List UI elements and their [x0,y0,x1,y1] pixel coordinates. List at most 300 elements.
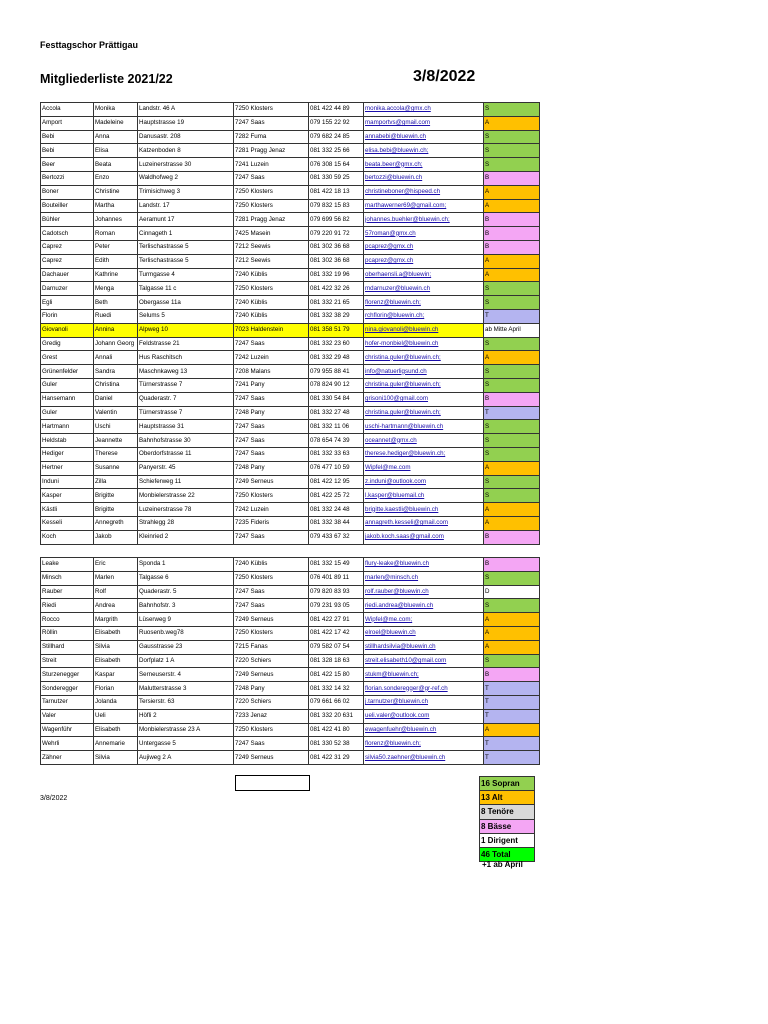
member-row [41,185,540,199]
member-firstname: Ueli [94,709,138,723]
member-place: 7247 Saas [234,337,309,351]
member-street: Alpweg 10 [138,323,234,337]
member-phone: 081 328 18 63 [309,654,364,668]
member-email[interactable]: annagreth.kesseli@gmail.com [364,516,484,530]
member-email[interactable]: hofer-monbiel@bluewin.ch [364,337,484,351]
member-row [41,626,540,640]
member-phone: 079 955 88 41 [309,365,364,379]
member-firstname: Johannes [94,213,138,227]
member-surname: Heldstab [41,434,94,448]
member-email[interactable]: z.induni@outlook.com [364,475,484,489]
member-street: Kleinried 2 [138,530,234,544]
member-surname: Streit [41,654,94,668]
member-voice: T [484,309,540,323]
member-voice: T [484,737,540,751]
member-voice: A [484,461,540,475]
member-row [41,420,540,434]
member-firstname: Andrea [94,599,138,613]
member-surname: Röllin [41,626,94,640]
member-place: 7250 Klosters [234,626,309,640]
member-email[interactable]: bertozzi@bluewin.ch [364,171,484,185]
member-surname: Giovanoli [41,323,94,337]
member-street: Selums 5 [138,309,234,323]
member-row [41,599,540,613]
member-firstname: Florian [94,682,138,696]
member-street: Tersierstr. 63 [138,695,234,709]
member-row [41,654,540,668]
member-firstname: Elisa [94,144,138,158]
member-phone: 081 332 27 48 [309,406,364,420]
member-email[interactable]: nina.giovanoli@bluewin.ch [364,323,484,337]
member-voice: S [484,434,540,448]
footer-date: 3/8/2022 [40,795,68,802]
member-street: Feldstrasse 21 [138,337,234,351]
member-phone: 076 401 89 11 [309,571,364,585]
member-email[interactable]: flury-leake@bluewin.ch [364,558,484,572]
member-email[interactable]: uschi-hartmann@bluewin.ch [364,420,484,434]
member-firstname: Anna [94,130,138,144]
member-phone: 079 582 07 54 [309,640,364,654]
member-row [41,103,540,117]
summary-total: 46 Total [479,848,535,862]
member-phone: 081 332 21 65 [309,296,364,310]
summary-bass: 8 Bässe [479,820,535,834]
member-email[interactable]: j.tarnutzer@bluewin.ch [364,695,484,709]
member-email[interactable]: christineboner@hispeed.ch [364,185,484,199]
member-street: Panyerstr. 45 [138,461,234,475]
member-voice: B [484,213,540,227]
member-phone: 079 155 22 92 [309,116,364,130]
member-phone: 081 422 31 29 [309,751,364,765]
member-firstname: Menga [94,282,138,296]
member-surname: Guler [41,406,94,420]
member-row [41,365,540,379]
member-place: 7241 Pany [234,378,309,392]
member-phone: 081 330 54 84 [309,392,364,406]
member-row [41,268,540,282]
member-row [41,282,540,296]
member-phone: 081 332 19 96 [309,268,364,282]
member-phone: 081 332 29 48 [309,351,364,365]
list-date: 3/8/2022 [413,68,476,85]
member-surname: Rauber [41,585,94,599]
member-firstname: Beata [94,158,138,172]
member-place: 7240 Küblis [234,558,309,572]
member-place: 7023 Haldenstein [234,323,309,337]
member-street: Bahnhofstrasse 30 [138,434,234,448]
member-row [41,558,540,572]
member-email[interactable]: mdarnuzer@bluewin.ch [364,282,484,296]
member-email[interactable]: pcaprez@gmx.ch [364,240,484,254]
member-place: 7249 Serneus [234,613,309,627]
member-voice: S [484,337,540,351]
member-email[interactable]: Wipfel@me.com [364,461,484,475]
member-voice: B [484,530,540,544]
member-row [41,751,540,765]
member-email[interactable]: info@natuerligsund.ch [364,365,484,379]
member-row [41,461,540,475]
member-street: Bahnhofstr. 3 [138,599,234,613]
member-firstname: Silvia [94,751,138,765]
member-surname: Wagenführ [41,723,94,737]
member-row [41,709,540,723]
member-email[interactable]: christina.guler@bluewin.ch; [364,378,484,392]
member-firstname: Brigitte [94,503,138,517]
member-firstname: Christina [94,378,138,392]
member-phone: 081 422 25 72 [309,489,364,503]
member-email[interactable]: stillhardsilvia@bluewin.ch [364,640,484,654]
member-surname: Bühler [41,213,94,227]
member-email[interactable]: annabebi@bluewin.ch [364,130,484,144]
member-firstname: Uschi [94,420,138,434]
member-surname: Bertozzi [41,171,94,185]
member-firstname: Elisabeth [94,626,138,640]
member-row [41,613,540,627]
member-voice: T [484,682,540,696]
member-street: Terlischastrasse 5 [138,240,234,254]
member-street: Talgasse 6 [138,571,234,585]
empty-cell-box [235,775,310,791]
member-surname: Hediger [41,447,94,461]
member-voice: S [484,571,540,585]
member-email[interactable]: oceannet@gmx.ch [364,434,484,448]
member-surname: Sturzenegger [41,668,94,682]
member-voice: A [484,723,540,737]
member-surname: Caprez [41,254,94,268]
member-voice: ab Mitte April [484,323,540,337]
member-street: Trimisichweg 3 [138,185,234,199]
member-row [41,489,540,503]
member-email[interactable]: 57roman@gmx.ch [364,227,484,241]
member-phone: 079 231 93 05 [309,599,364,613]
member-firstname: Therese [94,447,138,461]
member-street: Ruosenb.weg78 [138,626,234,640]
member-voice: B [484,558,540,572]
member-phone: 081 332 38 29 [309,309,364,323]
member-voice: S [484,599,540,613]
member-voice: S [484,144,540,158]
member-firstname: Elisabeth [94,723,138,737]
member-row [41,240,540,254]
member-place: 7282 Fuma [234,130,309,144]
member-email[interactable]: marthawerner69@gmail.com; [364,199,484,213]
member-street: Cinnageth 1 [138,227,234,241]
member-place: 7240 Küblis [234,296,309,310]
member-surname: Wehrli [41,737,94,751]
member-phone: 081 422 41 80 [309,723,364,737]
member-firstname: Elisabeth [94,654,138,668]
summary-tenor: 8 Tenöre [479,805,535,819]
member-firstname: Peter [94,240,138,254]
member-phone: 081 332 15 49 [309,558,364,572]
member-email[interactable]: therese.hediger@bluewin.ch; [364,447,484,461]
member-row [41,296,540,310]
member-table-a [40,102,540,545]
member-firstname: Daniel [94,392,138,406]
member-street: Türnerstrasse 7 [138,378,234,392]
member-surname: Kasper [41,489,94,503]
member-firstname: Kaspar [94,668,138,682]
member-voice: B [484,227,540,241]
member-voice: B [484,668,540,682]
member-voice: A [484,626,540,640]
member-email[interactable]: johannes.buehler@bluewin.ch; [364,213,484,227]
member-voice: T [484,709,540,723]
member-place: 7250 Klosters [234,282,309,296]
member-phone: 081 358 51 79 [309,323,364,337]
member-street: Höfli 2 [138,709,234,723]
member-email[interactable]: silvia50.zaehner@bluewin.ch [364,751,484,765]
member-place: 7250 Klosters [234,571,309,585]
member-surname: Grest [41,351,94,365]
member-email[interactable]: florenz@bluewin.ch; [364,737,484,751]
member-email[interactable]: beata.beer@gmx.ch; [364,158,484,172]
member-place: 7249 Serneus [234,668,309,682]
member-email[interactable]: florenz@bluewin.ch; [364,296,484,310]
member-street: Katzenboden 8 [138,144,234,158]
choir-name: Festtagschor Prättigau [40,40,139,50]
list-title: Mitgliederliste 2021/22 [40,72,173,86]
member-phone: 079 433 67 32 [309,530,364,544]
member-email[interactable]: jakob.koch.saas@gmail.com [364,530,484,544]
member-voice: A [484,640,540,654]
member-email[interactable]: Wipfel@me.com; [364,613,484,627]
member-place: 7425 Masein [234,227,309,241]
member-street: Hus Raschitsch [138,351,234,365]
member-place: 7248 Pany [234,682,309,696]
member-firstname: Enzo [94,171,138,185]
member-surname: Boner [41,185,94,199]
member-email[interactable]: rolf.rauber@bluewin.ch [364,585,484,599]
member-place: 7212 Seewis [234,240,309,254]
member-street: Aujiweg 2 A [138,751,234,765]
member-place: 7240 Küblis [234,268,309,282]
member-surname: Darnuzer [41,282,94,296]
member-street: Serneuserstr. 4 [138,668,234,682]
member-place: 7220 Schiers [234,654,309,668]
member-voice: A [484,516,540,530]
member-place: 7212 Seewis [234,254,309,268]
member-table-b [40,557,540,765]
member-surname: Riedi [41,599,94,613]
member-firstname: Margrith [94,613,138,627]
member-place: 7247 Saas [234,599,309,613]
member-firstname: Annali [94,351,138,365]
member-place: 7241 Luzein [234,158,309,172]
member-place: 7215 Fanas [234,640,309,654]
member-surname: Rocco [41,613,94,627]
member-surname: Valer [41,709,94,723]
member-street: Waldhofweg 2 [138,171,234,185]
member-street: Untergasse 5 [138,737,234,751]
member-street: Talgasse 11 c [138,282,234,296]
member-place: 7250 Klosters [234,489,309,503]
member-voice: A [484,351,540,365]
member-surname: Kästli [41,503,94,517]
member-phone: 081 422 17 42 [309,626,364,640]
member-place: 7247 Saas [234,392,309,406]
member-email[interactable]: ewagenfuehr@bluewin.ch [364,723,484,737]
member-voice: A [484,503,540,517]
member-email[interactable]: streit.elisabeth10@gmail.com [364,654,484,668]
member-voice: A [484,268,540,282]
member-row [41,447,540,461]
member-phone: 076 308 15 64 [309,158,364,172]
member-row [41,378,540,392]
member-place: 7242 Luzein [234,351,309,365]
member-surname: Florin [41,309,94,323]
member-street: Terlischastrasse 5 [138,254,234,268]
member-voice: S [484,475,540,489]
member-voice: T [484,751,540,765]
member-firstname: Christine [94,185,138,199]
member-phone: 079 661 66 02 [309,695,364,709]
member-email[interactable]: elisa.bebi@bluewin.ch; [364,144,484,158]
member-row [41,130,540,144]
member-firstname: Jakob [94,530,138,544]
member-voice: B [484,240,540,254]
member-surname: Accola [41,103,94,117]
member-voice: S [484,489,540,503]
member-phone: 081 302 36 68 [309,240,364,254]
member-voice: T [484,695,540,709]
member-street: Luzeinerstrasse 30 [138,158,234,172]
member-email[interactable]: grisoni100@gmail.com [364,392,484,406]
member-surname: Koch [41,530,94,544]
member-firstname: Jeannette [94,434,138,448]
member-firstname: Marlen [94,571,138,585]
member-row [41,158,540,172]
member-surname: Guler [41,378,94,392]
member-firstname: Jolanda [94,695,138,709]
member-row [41,723,540,737]
voice-summary [479,776,535,862]
member-surname: Minsch [41,571,94,585]
member-voice: S [484,365,540,379]
member-row [41,323,540,337]
member-phone: 081 422 44 89 [309,103,364,117]
member-phone: 079 832 15 83 [309,199,364,213]
member-voice: S [484,654,540,668]
member-place: 7220 Schiers [234,695,309,709]
member-surname: Dachauer [41,268,94,282]
member-voice: B [484,171,540,185]
member-place: 7247 Saas [234,530,309,544]
member-firstname: Rolf [94,585,138,599]
member-firstname: Sandra [94,365,138,379]
member-email[interactable]: christina.guler@bluewin.ch; [364,406,484,420]
member-phone: 081 330 52 38 [309,737,364,751]
member-row [41,351,540,365]
member-surname: Bebi [41,130,94,144]
member-place: 7250 Klosters [234,185,309,199]
member-email[interactable]: riedi.andrea@bluewin.ch [364,599,484,613]
member-street: Oberdorfstrasse 11 [138,447,234,461]
member-street: Sponda 1 [138,558,234,572]
member-street: Quaderastr. 7 [138,392,234,406]
member-voice: S [484,296,540,310]
member-email[interactable]: brigitte.kaestli@bluewin.ch [364,503,484,517]
summary-alt: 13 Alt [479,791,535,805]
member-voice: B [484,392,540,406]
member-row [41,503,540,517]
member-email[interactable]: monika.accola@gmx.ch [364,103,484,117]
member-email[interactable]: christina.guler@bluewin.ch; [364,351,484,365]
member-voice: A [484,116,540,130]
member-phone: 081 332 33 63 [309,447,364,461]
member-place: 7240 Küblis [234,309,309,323]
member-email[interactable]: florian.sonderegger@gr-ref.ch [364,682,484,696]
member-firstname: Madeleine [94,116,138,130]
member-place: 7208 Malans [234,365,309,379]
member-email[interactable]: elroel@bluewin.ch [364,626,484,640]
member-voice: A [484,199,540,213]
member-email[interactable]: pcaprez@gmx.ch [364,254,484,268]
member-row [41,254,540,268]
member-surname: Kesseli [41,516,94,530]
member-voice: S [484,378,540,392]
member-phone: 081 332 38 44 [309,516,364,530]
member-email[interactable]: stukm@bluewin.ch; [364,668,484,682]
member-email[interactable]: rchflorin@bluewin.ch; [364,309,484,323]
member-voice: A [484,613,540,627]
member-row [41,516,540,530]
member-row [41,737,540,751]
member-street: Gausstrasse 23 [138,640,234,654]
member-surname: Induni [41,475,94,489]
member-email[interactable]: l.kasper@bluemail.ch [364,489,484,503]
member-phone: 078 654 74 39 [309,434,364,448]
member-row [41,309,540,323]
member-email[interactable]: oberhaensli.a@bluewin; [364,268,484,282]
member-voice: S [484,158,540,172]
member-street: Monbielerstrasse 22 [138,489,234,503]
member-street: Landstr. 17 [138,199,234,213]
member-row [41,434,540,448]
member-place: 7250 Klosters [234,723,309,737]
member-surname: Grünenfelder [41,365,94,379]
member-phone: 079 220 91 72 [309,227,364,241]
member-email[interactable]: mamportvs@gmail.com [364,116,484,130]
member-street: Schieferweg 11 [138,475,234,489]
member-email[interactable]: ueli.valer@outlook.com [364,709,484,723]
member-surname: Bouteiller [41,199,94,213]
member-firstname: Susanne [94,461,138,475]
member-row [41,213,540,227]
member-voice: A [484,254,540,268]
member-surname: Bebi [41,144,94,158]
member-place: 7247 Saas [234,737,309,751]
member-email[interactable]: marlen@minsch.ch [364,571,484,585]
member-firstname: Annina [94,323,138,337]
member-phone: 081 332 24 48 [309,503,364,517]
member-street: Türnerstrasse 7 [138,406,234,420]
member-surname: Zähner [41,751,94,765]
member-firstname: Annemarie [94,737,138,751]
member-place: 7233 Jenaz [234,709,309,723]
member-row [41,392,540,406]
member-place: 7248 Pany [234,461,309,475]
member-place: 7247 Saas [234,171,309,185]
member-place: 7235 Fideris [234,516,309,530]
summary-dirigent: 1 Dirigent [479,834,535,848]
member-firstname: Brigitte [94,489,138,503]
member-street: Monbielerstrasse 23 A [138,723,234,737]
member-row [41,475,540,489]
member-place: 7250 Klosters [234,103,309,117]
member-street: Danusastr. 208 [138,130,234,144]
member-phone: 081 332 20 631 [309,709,364,723]
